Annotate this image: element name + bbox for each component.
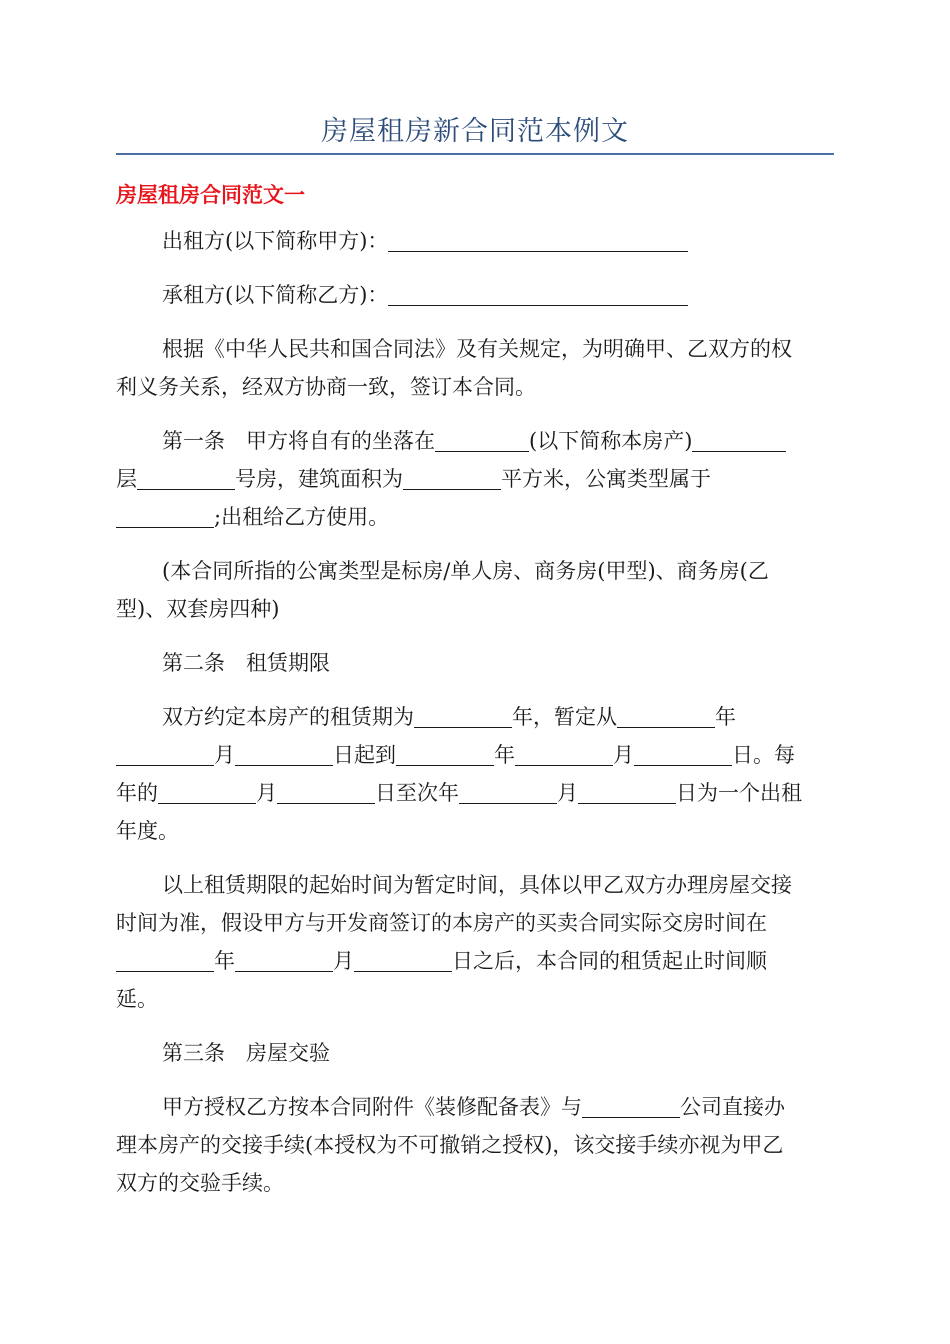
lessee-line <box>116 280 834 310</box>
start-day-blank[interactable] <box>235 743 333 766</box>
term-line-4: 年度。 <box>116 819 179 843</box>
article3-title: 第三条 房屋交验 <box>162 1041 330 1065</box>
floor-blank[interactable] <box>137 467 235 490</box>
article1-line-1 <box>116 426 834 456</box>
postpone-text-year: 年 <box>214 949 235 973</box>
company-blank[interactable] <box>582 1095 680 1118</box>
term-text-month-2: 月 <box>613 743 634 767</box>
term-text-day-end: 日。每 <box>732 743 795 767</box>
term-line-1 <box>116 702 834 732</box>
article3-line-3: 双方的交验手续。 <box>116 1171 284 1195</box>
term-text-rent-year: 日为一个出租 <box>676 781 802 805</box>
note-line-2: 型)、双套房四种) <box>116 597 280 621</box>
article1-text-a: 第一条 甲方将自有的坐落在 <box>162 429 435 453</box>
postpone-line-4: 延。 <box>116 987 158 1011</box>
section-heading: 房屋租房合同范文一 <box>116 183 305 207</box>
location-blank[interactable] <box>435 429 529 452</box>
lessor-label: 出租方(以下简称甲方)： <box>162 229 389 253</box>
term-text-from: 年，暂定从 <box>512 705 617 729</box>
article3-text-a: 甲方授权乙方按本合同附件《装修配备表》与 <box>162 1095 582 1119</box>
end-month-blank[interactable] <box>515 743 613 766</box>
yearly-end-month-blank[interactable] <box>459 781 557 804</box>
term-text-a: 双方约定本房产的租赁期为 <box>162 705 414 729</box>
postpone-line-1: 以上租赁期限的起始时间为暂定时间，具体以甲乙双方办理房屋交接 <box>162 873 792 897</box>
yearly-start-day-blank[interactable] <box>277 781 375 804</box>
article1-text-d: 号房，建筑面积为 <box>235 467 403 491</box>
term-text-to: 日起到 <box>333 743 396 767</box>
handover-month-blank[interactable] <box>235 949 333 972</box>
yearly-start-month-blank[interactable] <box>158 781 256 804</box>
handover-day-blank[interactable] <box>354 949 452 972</box>
article2-title: 第二条 租赁期限 <box>162 651 330 675</box>
term-text-next-year: 日至次年 <box>375 781 459 805</box>
article1-text-c: 层 <box>116 467 137 491</box>
term-text-year-2: 年 <box>494 743 515 767</box>
lessor-blank[interactable] <box>388 229 688 252</box>
start-year-blank[interactable] <box>617 705 715 728</box>
term-text-year: 年 <box>715 705 736 729</box>
lessee-label: 承租方(以下简称乙方)： <box>162 283 389 307</box>
lessor-line <box>116 226 834 256</box>
postpone-line-3 <box>116 946 834 976</box>
lessee-blank[interactable] <box>388 283 688 306</box>
term-text-month-3: 月 <box>256 781 277 805</box>
postpone-line-2: 时间为准，假设甲方与开发商签订的本房产的买卖合同实际交房时间在 <box>116 911 767 935</box>
building-blank[interactable] <box>692 429 786 452</box>
end-day-blank[interactable] <box>634 743 732 766</box>
handover-year-blank[interactable] <box>116 949 214 972</box>
article3-line-2: 理本房产的交接手续(本授权为不可撤销之授权)，该交接手续亦视为甲乙 <box>116 1133 784 1157</box>
article1-text-b: (以下简称本房产) <box>529 429 693 453</box>
article3-line-1 <box>116 1092 834 1122</box>
intro-line-1: 根据《中华人民共和国合同法》及有关规定，为明确甲、乙双方的权 <box>162 337 792 361</box>
yearly-end-day-blank[interactable] <box>578 781 676 804</box>
term-text-year-of: 年的 <box>116 781 158 805</box>
note-line-1: (本合同所指的公寓类型是标房/单人房、商务房(甲型)、商务房(乙 <box>162 559 769 583</box>
article1-line-3 <box>116 502 834 532</box>
title-underline <box>116 153 834 155</box>
term-line-3 <box>116 778 834 808</box>
term-text-month-4: 月 <box>557 781 578 805</box>
end-year-blank[interactable] <box>396 743 494 766</box>
term-years-blank[interactable] <box>414 705 512 728</box>
postpone-text-end: 日之后，本合同的租赁起止时间顺 <box>452 949 767 973</box>
intro-line-2: 利义务关系，经双方协商一致，签订本合同。 <box>116 375 536 399</box>
term-line-2 <box>116 740 834 770</box>
document-title: 房屋租房新合同范本例文 <box>321 116 629 147</box>
article3-text-b: 公司直接办 <box>680 1095 785 1119</box>
postpone-text-month: 月 <box>333 949 354 973</box>
article1-text-f: ;出租给乙方使用。 <box>214 505 390 529</box>
article1-line-2 <box>116 464 834 494</box>
area-blank[interactable] <box>403 467 501 490</box>
term-text-month: 月 <box>214 743 235 767</box>
type-blank[interactable] <box>116 505 214 528</box>
start-month-blank[interactable] <box>116 743 214 766</box>
article1-text-e: 平方米，公寓类型属于 <box>501 467 711 491</box>
